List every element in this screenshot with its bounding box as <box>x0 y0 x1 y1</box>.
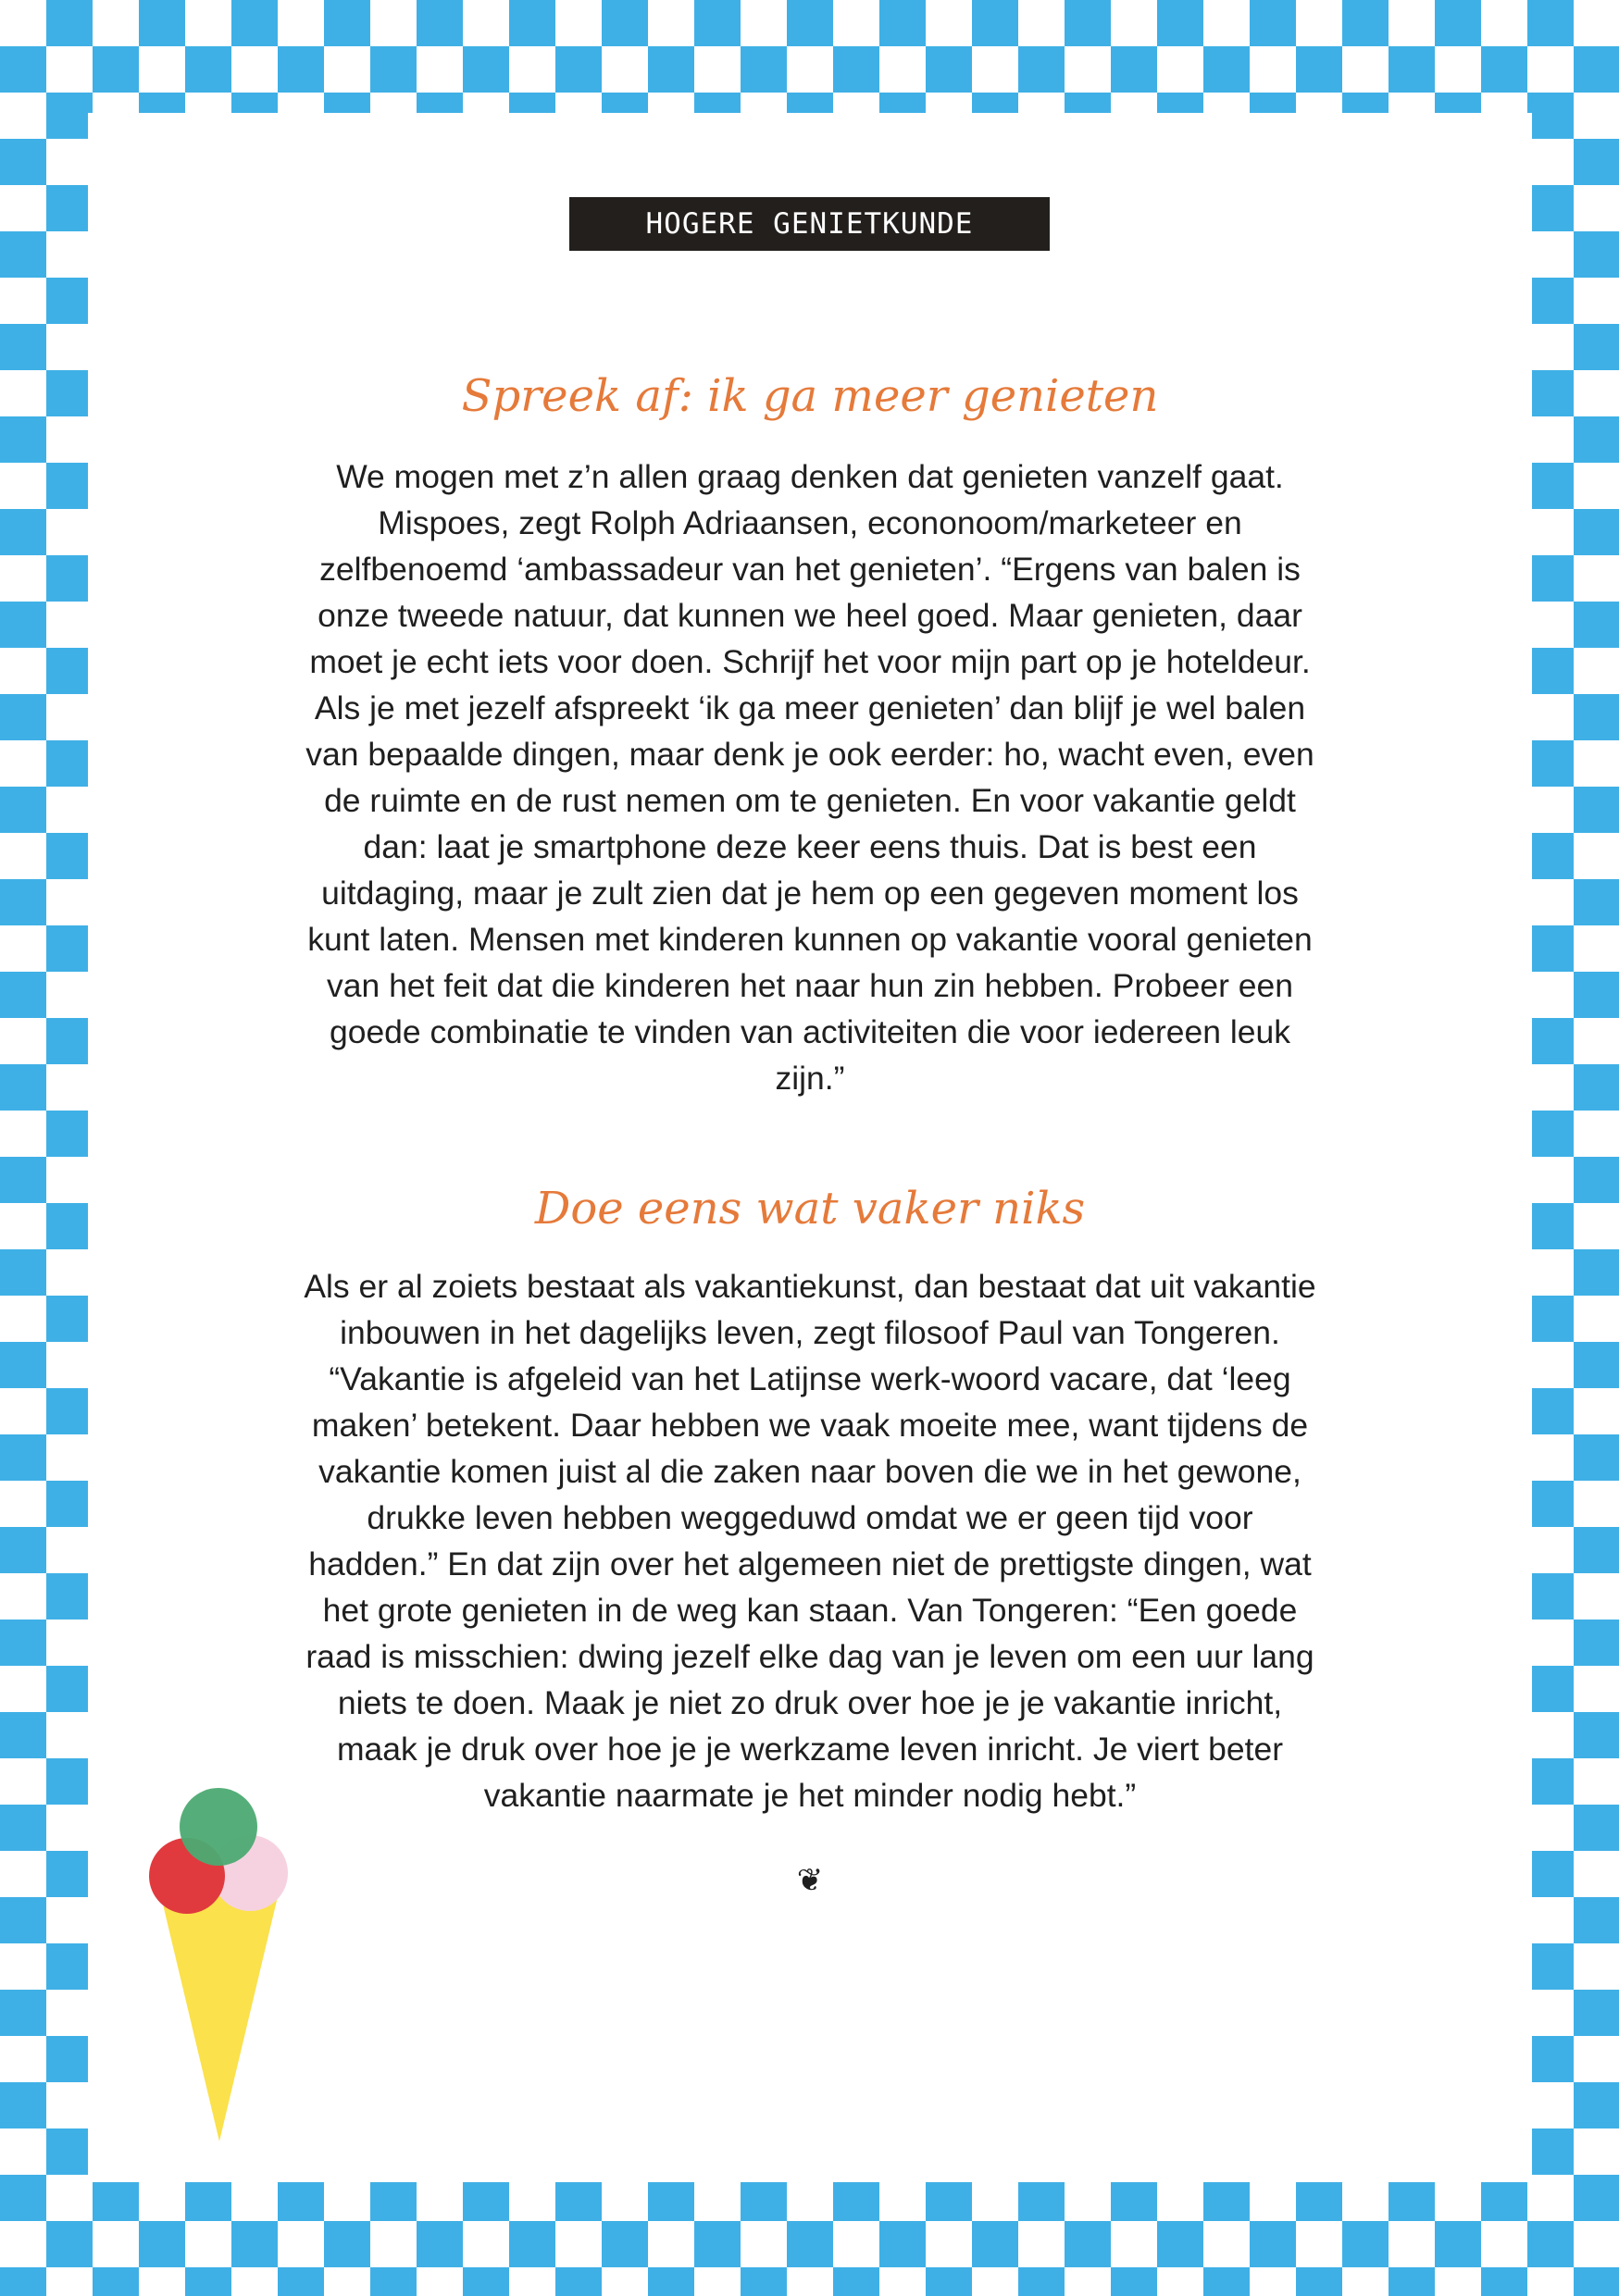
article-body-1: We mogen met z’n allen graag denken dat genieten vanzelf gaat. Mispoes, zegt Rolph Adriaansen, econonoom/marketeer en zelfbenoemd ‘ambassadeur van het genieten’. “Ergens van balen is onze tweede natuur, dat kunnen we heel goed. Maar genieten, daar moet je echt iets voor doen. Schrijf het voor mijn part op je hoteldeur. Als je met jezelf afspreekt ‘ik ga meer genieten’ dan blijf je wel balen van bepaalde dingen, maar denk je ook eerder: ho, wacht even, even de ruimte en de rust nemen om te genieten. En voor vakantie geldt dan: laat je smartphone deze keer eens thuis. Dat is best een uitdaging, maar je zult zien dat je hem op een gegeven moment los kunt laten. Mensen met kinderen kunnen op vakantie vooral genieten van het feit dat die kinderen het naar hun zin hebben. Probeer een goede combinatie te vinden van activiteiten die voor iedereen leuk zijn.” <box>305 458 1314 1097</box>
article-body-2: Als er al zoiets bestaat als vakantiekunst, dan bestaat dat uit vakantie inbouwen in het dagelijks leven, zegt filosoof Paul van Tongeren. “Vakantie is afgeleid van het Latijnse werk-woord vacare, dat ‘leeg maken’ betekent. Daar hebben we vaak moeite mee, want tijdens de vakantie komen juist al die zaken naar boven die we in het gewone, drukke leven hebben weggeduwd omdat we er geen tijd voor hadden.” En dat zijn over het algemeen niet de prettigste dingen, wat het grote genieten in de weg kan staan. Van Tongeren: “Een goede raad is misschien: dwing jezelf elke dag van je leven om een uur lang niets te doen. Maak je niet zo druk over hoe je je vakantie inricht, maak je druk over hoe je je werkzame leven inricht. Je viert beter vakantie naarmate je het minder nodig hebt.” <box>304 1268 1316 1814</box>
article-heading-1: Spreek af: ik ga meer genieten <box>461 370 1159 422</box>
article-heading-2: Doe eens wat vaker niks <box>534 1183 1086 1235</box>
ice-cream-icon <box>143 1760 292 2149</box>
page-panel <box>88 113 1532 2182</box>
green-scoop <box>180 1788 257 1866</box>
fleuron-icon: ❦ <box>796 1862 824 1899</box>
section-label: HOGERE GENIETKUNDE <box>569 197 1050 251</box>
